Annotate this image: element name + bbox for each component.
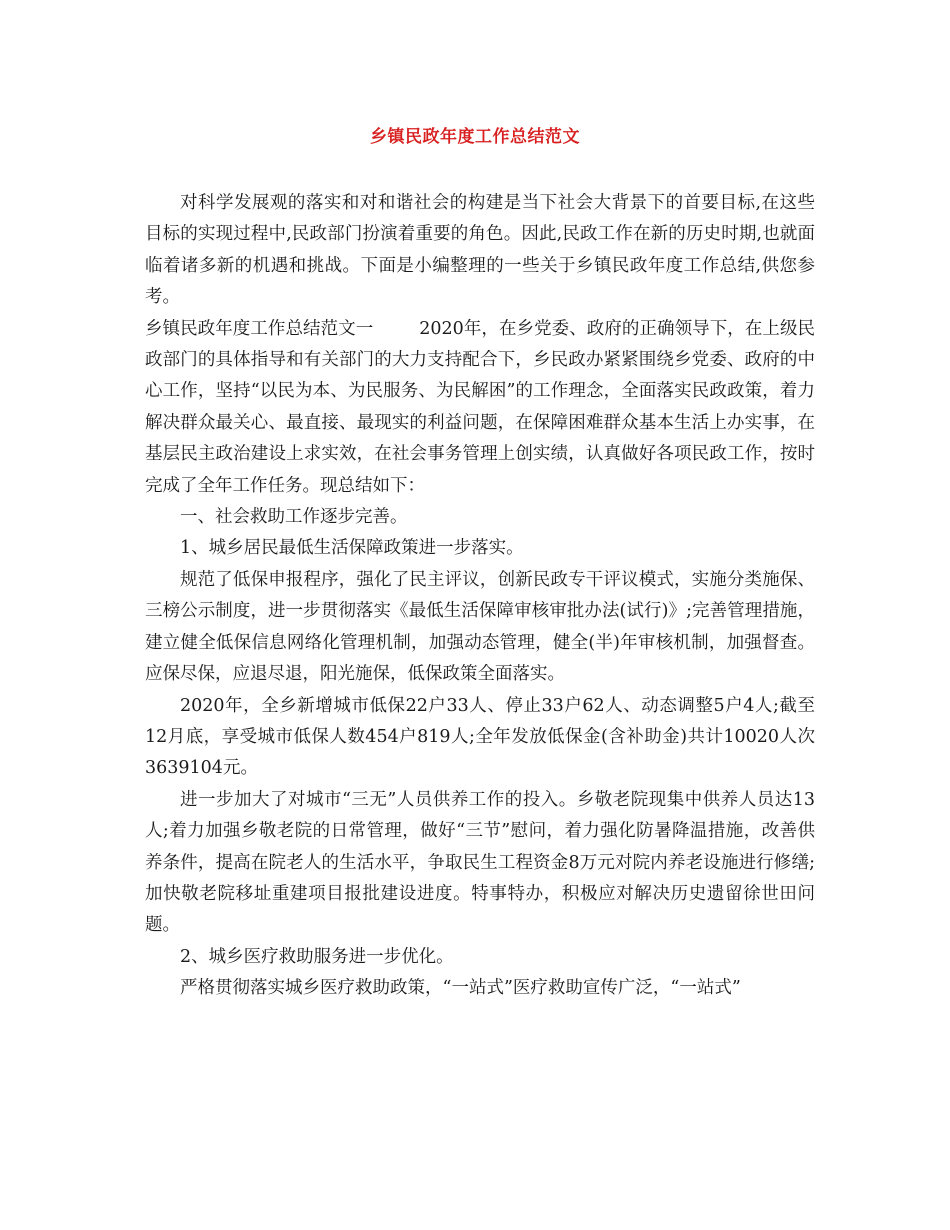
section-text: 2020年，在乡党委、政府的正确领导下，在上级民政部门的具体指导和有关部门的大力支持配合下，乡民政办紧紧围绕乡党委、政府的中心工作，坚持“以民为本、为民服务、为民解困”的工作理念，全面落实民政政策，着力解决群众最关心、最直接、最现实的利益问题，在保障困难群众基本生活上办实事，在基层民主政治建设上求实效，在社会事务管理上创实绩，认真做好各项民政工作，按时完成了全年工作任务。现总结如下： — [145, 318, 815, 496]
paragraph-2: 2020年，全乡新增城市低保22户33人、停止33户62人、动态调整5户4人;截至12月底，享受城市低保人数454户819人;全年发放低保金(含补助金)共计10020人次3639104元。 — [145, 695, 815, 779]
document-title: 乡镇民政年度工作总结范文 — [370, 127, 580, 147]
paragraph-3: 进一步加大了对城市“三无”人员供养工作的投入。乡敬老院现集中供养人员达13人;着力加强乡敬老院的日常管理，做好“三节”慰问，着力强化防暑降温措施，改善供养条件，提高在院老人的生活水平，争取民生工程资金8万元对院内养老设施进行修缮;加快敬老院移址重建项目报批建设进度。特事特办，积极应对解决历史遗留徐世田问题。 — [145, 789, 815, 936]
document-body — [145, 188, 815, 1005]
section-label: 乡镇民政年度工作总结范文一 — [145, 318, 374, 339]
heading-1-2: 2、城乡医疗救助服务进一步优化。 — [180, 946, 454, 967]
paragraph-4: 严格贯彻落实城乡医疗救助政策，“一站式”医疗救助宣传广泛，“一站式” — [180, 978, 741, 999]
section-paragraph — [145, 314, 815, 502]
heading-1: 一、社会救助工作逐步完善。 — [180, 507, 408, 528]
heading-1-1: 1、城乡居民最低生活保障政策进一步落实。 — [180, 538, 524, 559]
intro-paragraph: 对科学发展观的落实和对和谐社会的构建是当下社会大背景下的首要目标,在这些目标的实现过程中,民政部门扮演着重要的角色。因此,民政工作在新的历史时期,也就面临着诸多新的机遇和挑战。下面是小编整理的一些关于乡镇民政年度工作总结,供您参考。 — [145, 193, 815, 308]
paragraph-1: 规范了低保申报程序，强化了民主评议，创新民政专干评议模式，实施分类施保、三榜公示制度，进一步贯彻落实《最低生活保障审核审批办法(试行)》;完善管理措施，建立健全低保信息网络化管理机制，加强动态管理，健全(半)年审核机制，加强督查。应保尽保，应退尽退，阳光施保，低保政策全面落实。 — [145, 569, 815, 685]
